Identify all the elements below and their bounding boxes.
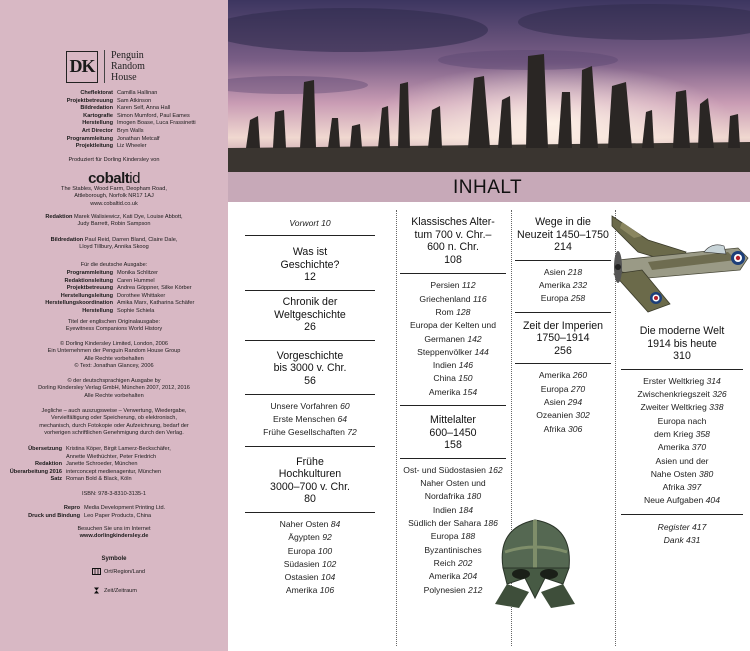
cobalt-id-logo: cobaltid bbox=[88, 170, 140, 187]
toc-entry[interactable]: Amerika 154 bbox=[428, 386, 478, 397]
credit-row: Projektleitung Liz Wheeler bbox=[75, 143, 147, 150]
cobalt-address: The Stables, Wood Farm, Deopham Road, Attleborough, Norfolk NR17 1AJ www.cobaltid.co.uk bbox=[61, 186, 167, 207]
toc-entry[interactable]: Unsere Vorfahren 60 bbox=[270, 400, 350, 411]
rule bbox=[245, 290, 375, 291]
legal-notice: Jegliche – auch auszugsweise – Verwertung, Wiedergabe, Vervielfältigung oder Speicherung, ob elektronisch, mechanisch, durch Fotokopie oder Aufzeichnung, bedarf der vorherigen schriftlichen Genehmigung durch den Verlag. bbox=[39, 408, 189, 437]
symbol-time: Zeit/Zeitraum bbox=[92, 587, 137, 594]
rule bbox=[515, 312, 611, 313]
rule bbox=[400, 405, 506, 406]
toc-entry[interactable]: Afrika 306 bbox=[543, 423, 583, 434]
toc-column-1 bbox=[244, 217, 376, 598]
toc-chapter-vorgeschichte[interactable]: Vorgeschichte bis 3000 v. Chr. 56 bbox=[273, 349, 347, 388]
dk-logo-mark: DK bbox=[66, 51, 98, 83]
bildredaktion-block: Bildredation Paul Reid, Darren Bland, Claire Dale, Lloyd Tillbury, Annika Skoog bbox=[50, 237, 178, 251]
toc-entry[interactable]: China 150 bbox=[433, 373, 473, 384]
credit-row: Programmleitung Jonathan Metcalf bbox=[66, 135, 160, 142]
credit-row: Kartografie Simon Mumford, Paul Eames bbox=[83, 112, 190, 119]
toc-entry[interactable]: Frühe Gesellschaften 72 bbox=[263, 427, 357, 438]
toc-entry[interactable]: Neue Aufgaben 404 bbox=[644, 495, 720, 506]
symbols-title: Symbole bbox=[101, 556, 127, 562]
credits-top bbox=[0, 90, 228, 151]
toc-entry[interactable]: Asien 218 bbox=[543, 266, 583, 277]
toc-entry[interactable]: Erster Weltkrieg 314 bbox=[643, 375, 721, 386]
symbol-location: Ort/Region/Land bbox=[92, 568, 145, 575]
isbn: ISBN: 978-3-8310-3135-1 bbox=[81, 491, 147, 497]
toc-chapter-moderne-welt[interactable]: Die moderne Welt 1914 bis heute 310 bbox=[639, 325, 725, 363]
hero-photo-standing-stones bbox=[228, 0, 750, 172]
toc-entry[interactable]: Amerika 106 bbox=[285, 585, 335, 596]
toc-entry[interactable]: Afrika 397 bbox=[662, 482, 702, 493]
publisher-logo bbox=[66, 50, 145, 83]
credit-row: Cheflektorat Camilla Hallinan bbox=[80, 90, 158, 96]
toc-chapter-imperien[interactable]: Zeit der Imperien 1750–1914 256 bbox=[522, 319, 604, 357]
toc-entry[interactable]: Europa der Kelten und Germanen 142 bbox=[409, 320, 496, 344]
toc-entry[interactable]: Amerika 370 bbox=[657, 442, 707, 453]
toc-entry-register[interactable]: Register 417 bbox=[657, 521, 707, 532]
toc-entry[interactable]: Zwischenkriegszeit 326 bbox=[637, 389, 727, 400]
redaktion-block: Redaktion Marek Walisiewicz, Kati Dye, Louise Abbott, Judy Barrett, Robin Sampson bbox=[45, 214, 183, 228]
toc-chapter-fruehe-hochkulturen[interactable]: Frühe Hochkulturen 3000–700 v. Chr. 80 bbox=[270, 455, 350, 506]
original-title: Titel der englischen Originalausgabe: Eyewitness Companions World History bbox=[65, 319, 163, 333]
toc-entry[interactable]: Byzantinisches Reich 202 bbox=[424, 544, 482, 568]
toc-entry[interactable]: Amerika 204 bbox=[428, 571, 478, 582]
rule bbox=[515, 363, 611, 364]
toc-chapter-klassisches-altertum[interactable]: Klassisches Alter- tum 700 v. Chr.– 600 n. Chr. 108 bbox=[411, 216, 495, 266]
toc-entry[interactable]: Zweiter Weltkrieg 338 bbox=[640, 402, 724, 413]
credit-row: Bildredation Karen Self, Anna Hall bbox=[80, 105, 171, 112]
copyright-de: © der deutschsprachigen Ausgabe by Dorling Kindersley Verlag GmbH, München 2007, 2012, 2016 Alle Rechte vorbehalten bbox=[38, 378, 190, 399]
title-bar bbox=[228, 172, 750, 202]
produced-for: Produziert für Dorling Kindersley von bbox=[68, 157, 160, 163]
toc-entry-vorwort[interactable]: Vorwort 10 bbox=[289, 218, 331, 228]
spitfire-plane-image bbox=[608, 212, 750, 316]
toc-entry[interactable]: Indien 184 bbox=[432, 504, 474, 515]
credits-print: Repro Media Development Printing Ltd. Druck und Bindung Leo Paper Products, China bbox=[28, 505, 166, 519]
copyright-uk: © Dorling Kindersley Limited, London, 2006 Ein Unternehmen der Penguin Random House Group Alle Rechte vorbehalten © Text: Jonathan Glancey, 2006 bbox=[47, 341, 181, 370]
column-divider bbox=[396, 210, 397, 646]
toc-column-4 bbox=[618, 325, 746, 547]
toc-entry[interactable]: Europa 188 bbox=[430, 531, 476, 542]
toc-entry[interactable]: Europa nach dem Krieg 358 bbox=[654, 415, 710, 439]
rule bbox=[621, 369, 743, 370]
german-edition-intro: Für die deutsche Ausgabe: bbox=[80, 262, 148, 268]
toc-entry[interactable]: Persien 112 bbox=[430, 280, 476, 291]
toc-chapter-mittelalter[interactable]: Mittelalter 600–1450 158 bbox=[429, 414, 477, 452]
toc-entry[interactable]: Amerika 232 bbox=[538, 280, 588, 291]
publisher-name: Penguin Random House bbox=[104, 50, 145, 83]
page-title: INHALT bbox=[453, 177, 523, 198]
rule bbox=[245, 446, 375, 447]
credit-row: Herstellung Imogen Boase, Luca Frassinetti bbox=[82, 120, 196, 127]
helmet-image bbox=[483, 512, 587, 610]
toc-entry[interactable]: Steppenvölker 144 bbox=[417, 346, 489, 357]
toc-entry[interactable]: Europa 270 bbox=[540, 383, 586, 394]
toc-entry[interactable]: Ägypten 92 bbox=[288, 532, 332, 543]
toc-entry[interactable]: Griechenland 116 bbox=[419, 293, 487, 304]
toc-entry[interactable]: Naher Osten 84 bbox=[279, 518, 341, 529]
credit-row: Art Director Bryn Walls bbox=[81, 127, 144, 134]
toc-entry[interactable]: Europa 100 bbox=[287, 545, 333, 556]
map-icon bbox=[92, 568, 101, 575]
toc-column-3 bbox=[514, 216, 612, 436]
toc-entry[interactable]: Ostasien 104 bbox=[284, 572, 336, 583]
rule bbox=[245, 512, 375, 513]
toc-entry[interactable]: Ost- und Südostasien 162 bbox=[403, 464, 503, 475]
toc-chapter-neuzeit[interactable]: Wege in die Neuzeit 1450–1750 214 bbox=[517, 216, 609, 254]
toc-entry[interactable]: Asien und der Nahe Osten 380 bbox=[650, 455, 714, 479]
rule bbox=[245, 235, 375, 236]
toc-entry[interactable]: Südasien 102 bbox=[283, 558, 337, 569]
toc-chapter-was-ist-geschichte[interactable]: Was ist Geschichte? 12 bbox=[280, 246, 340, 284]
toc-entry[interactable]: Rom 128 bbox=[435, 306, 471, 317]
toc-entry[interactable]: Naher Osten und Nordafrika 180 bbox=[420, 478, 486, 502]
credits-translation: Übersetzung Kristina Köper, Birgit Lamerz-Beckschäfer, Annette Wiethüchter, Peter Friedrich Redaktion Janette Schroeder, München Überarbeitung 2016 interconcept medienagentur, München Satz Roman Bold & Black, Köln bbox=[9, 446, 171, 483]
rule bbox=[400, 273, 506, 274]
credit-row: Projektbetreuung Sam Atkinson bbox=[66, 97, 152, 104]
rule bbox=[245, 394, 375, 395]
toc-entry-dank[interactable]: Dank 431 bbox=[663, 535, 701, 546]
imprint-column bbox=[0, 0, 228, 651]
standing-stones-image bbox=[228, 0, 750, 172]
credits-german: Programmleitung Monika Schlitzer Redaktionsleitung Caren Hummel Projektbetreuung Andrea Göppner, Silke Körber Herstellungsleitung Dorothee Whittaker Herstellungskoordination Amika Marx, Katharina Schäfer Herstellung Sophie Schiela bbox=[45, 270, 195, 314]
toc-entry[interactable]: Südlich der Sahara 186 bbox=[408, 518, 498, 529]
rule bbox=[400, 458, 506, 459]
website-block: Besuchen Sie uns im Internet www.dorlingkindersley.de bbox=[77, 526, 151, 540]
rule bbox=[621, 514, 743, 515]
toc-entry[interactable]: Asien 294 bbox=[543, 397, 583, 408]
toc-entry[interactable]: Europa 258 bbox=[540, 293, 586, 304]
toc-entry[interactable]: Polynesien 212 bbox=[423, 584, 483, 595]
rule bbox=[515, 260, 611, 261]
toc-entry[interactable]: Erste Menschen 64 bbox=[272, 413, 348, 424]
toc-entry[interactable]: Ozeanien 302 bbox=[536, 410, 590, 421]
toc-entry[interactable]: Amerika 260 bbox=[538, 370, 588, 381]
toc-chapter-chronik[interactable]: Chronik der Weltgeschichte 26 bbox=[274, 296, 346, 334]
toc-entry[interactable]: Indien 146 bbox=[432, 360, 474, 371]
rule bbox=[245, 340, 375, 341]
hourglass-icon bbox=[92, 587, 101, 594]
